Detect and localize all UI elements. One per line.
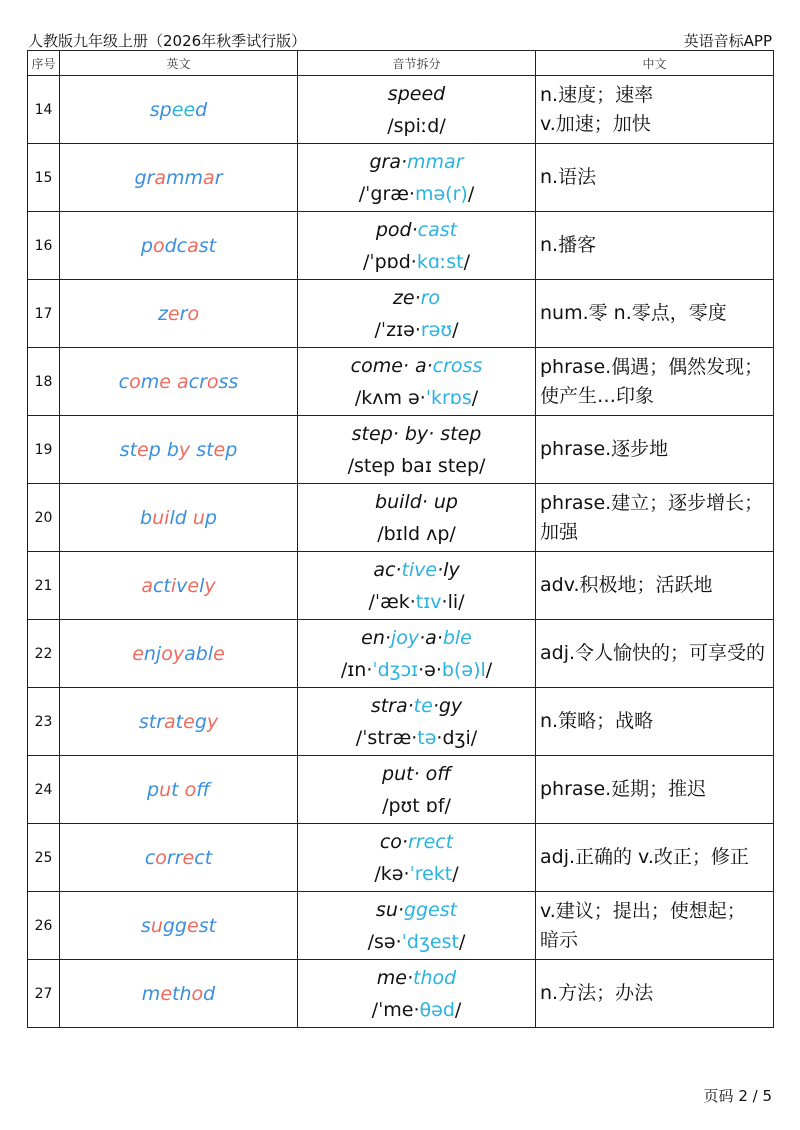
phonetic-segment: /ˈme· — [371, 998, 420, 1021]
chinese-meaning — [536, 348, 774, 416]
phonetic-segment: /ɪn· — [340, 658, 373, 681]
word-segment: y — [206, 710, 219, 733]
word-segment: c — [118, 370, 130, 393]
table-row — [28, 756, 774, 824]
header-number: 序号 — [28, 51, 60, 76]
syllable-split — [298, 554, 535, 586]
syllable-split — [298, 486, 535, 518]
table-row — [28, 824, 774, 892]
meaning-line: phrase.偶遇；偶然发现； — [540, 355, 764, 378]
english-word — [60, 280, 298, 348]
phonetic-segment: ˈrekt — [409, 862, 453, 885]
word-segment: u — [159, 778, 172, 801]
word-segment: a — [203, 166, 215, 189]
syllable-segment: joy — [390, 626, 420, 649]
word-segment: e — [159, 370, 171, 393]
meaning-line: phrase.逐步地 — [540, 438, 669, 460]
word-segment: ct — [152, 574, 171, 597]
meaning-line: n.播客 — [540, 234, 597, 256]
phonetic-transcription — [298, 858, 535, 890]
syllable-segment: tive — [401, 558, 438, 581]
word-segment: r — [214, 166, 223, 189]
phonetic-segment: / — [452, 862, 459, 885]
syllable-split — [298, 894, 535, 926]
syllable-segment: su· — [375, 898, 404, 921]
table-row — [28, 144, 774, 212]
word-segment: y — [178, 438, 191, 461]
word-segment: gr — [134, 166, 155, 189]
table-header-row — [28, 51, 774, 76]
syllable-segment: en· — [361, 626, 391, 649]
meaning-line: n.方法；办法 — [540, 982, 654, 1004]
word-segment: o — [206, 370, 219, 393]
word-segment: m — [140, 370, 160, 393]
table-row — [28, 620, 774, 688]
syllable-segment: ·a· — [419, 626, 443, 649]
word-segment: bl — [195, 642, 214, 665]
word-segment: t — [171, 778, 185, 801]
phonetic-transcription — [298, 518, 535, 550]
row-number: 20 — [28, 484, 60, 552]
table-row — [28, 552, 774, 620]
word-segment: sp — [149, 98, 172, 121]
syllable-segment: ro — [420, 286, 441, 309]
word-segment: a — [176, 370, 189, 393]
table-row — [28, 892, 774, 960]
phonetic-segment: b(ə)l — [441, 658, 486, 681]
row-number: 18 — [28, 348, 60, 416]
word-segment: cr — [188, 370, 207, 393]
meaning-line: adv.积极地；活跃地 — [540, 574, 713, 596]
syllable-split — [298, 146, 535, 178]
english-word — [60, 552, 298, 620]
syllable-cell — [298, 756, 536, 824]
chinese-meaning — [536, 892, 774, 960]
word-segment: st — [190, 438, 214, 461]
phonetic-transcription — [298, 450, 535, 482]
phonetic-segment: /ˈæk· — [368, 590, 416, 613]
syllable-cell — [298, 960, 536, 1028]
word-segment: th — [172, 982, 192, 1005]
english-word — [60, 484, 298, 552]
phonetic-segment: tɪv — [415, 590, 442, 613]
app-name: 英语音标APP — [683, 32, 772, 50]
english-word — [60, 416, 298, 484]
phonetic-segment: ˈdʒɔɪ — [372, 658, 419, 681]
syllable-cell — [298, 620, 536, 688]
word-segment: ld — [169, 506, 193, 529]
syllable-cell — [298, 824, 536, 892]
word-segment: o — [129, 370, 141, 393]
table-row — [28, 960, 774, 1028]
word-segment: e — [187, 574, 200, 597]
word-segment: b — [140, 506, 153, 529]
english-word — [60, 212, 298, 280]
phonetic-segment: kɑːst — [416, 250, 464, 273]
table-row — [28, 280, 774, 348]
syllable-cell — [298, 892, 536, 960]
phonetic-segment: ·li/ — [441, 590, 465, 613]
table-row — [28, 348, 774, 416]
syllable-cell — [298, 688, 536, 756]
chinese-meaning — [536, 620, 774, 688]
header-syllables: 音节拆分 — [298, 51, 536, 76]
syllable-segment: thod — [413, 966, 457, 989]
syllable-split — [298, 758, 535, 790]
word-segment: o — [155, 846, 167, 869]
row-number: 21 — [28, 552, 60, 620]
word-segment: u — [192, 506, 205, 529]
word-segment: p — [225, 438, 238, 461]
syllable-split — [298, 418, 535, 450]
syllable-cell — [298, 552, 536, 620]
english-word — [60, 348, 298, 416]
word-segment: e — [182, 846, 195, 869]
word-segment: o — [187, 302, 200, 325]
phonetic-segment: /kʌm ə· — [354, 386, 426, 409]
row-number: 14 — [28, 76, 60, 144]
phonetic-segment: ˈdʒest — [401, 930, 459, 953]
english-word — [60, 756, 298, 824]
row-number: 19 — [28, 416, 60, 484]
meaning-line: adj.令人愉快的；可享受的 — [540, 642, 766, 664]
english-word — [60, 76, 298, 144]
syllable-segment: build· up — [375, 490, 458, 513]
row-number: 17 — [28, 280, 60, 348]
syllable-segment: ac· — [373, 558, 402, 581]
chinese-meaning — [536, 212, 774, 280]
phonetic-segment: ·dʒi/ — [436, 726, 478, 749]
table-row — [28, 416, 774, 484]
word-segment: p — [204, 506, 217, 529]
header-chinese: 中文 — [536, 51, 774, 76]
phonetic-segment: / — [467, 182, 475, 205]
word-segment: a — [141, 574, 153, 597]
meaning-line: 加强 — [540, 520, 579, 543]
phonetic-segment: /ˈzɪə· — [374, 318, 421, 341]
row-number: 24 — [28, 756, 60, 824]
phonetic-segment: /ˈgræ· — [358, 182, 415, 205]
word-segment: e — [167, 302, 180, 325]
syllable-segment: ze· — [392, 286, 421, 309]
syllable-segment: pod· — [375, 218, 418, 241]
word-segment: st — [198, 914, 217, 937]
english-word — [60, 144, 298, 212]
word-segment: ss — [218, 370, 239, 393]
word-segment: p b — [148, 438, 179, 461]
row-number: 15 — [28, 144, 60, 212]
word-segment: e — [137, 438, 149, 461]
word-segment: a — [184, 642, 196, 665]
row-number: 26 — [28, 892, 60, 960]
meaning-line: num.零 n.零点，零度 — [540, 302, 727, 324]
word-segment: s — [140, 914, 151, 937]
word-segment: ff — [196, 778, 210, 801]
chinese-meaning — [536, 280, 774, 348]
word-segment: mm — [166, 166, 204, 189]
meaning-line: 暗示 — [540, 928, 579, 951]
syllable-split — [298, 214, 535, 246]
phonetic-segment: / — [485, 658, 493, 681]
meaning-line: 使产生…印象 — [540, 384, 655, 407]
syllable-segment: ble — [442, 626, 472, 649]
word-segment: ct — [194, 846, 213, 869]
chinese-meaning — [536, 484, 774, 552]
word-segment: o — [191, 982, 204, 1005]
row-number: 27 — [28, 960, 60, 1028]
word-segment: ui — [152, 506, 170, 529]
word-segment: e — [213, 438, 226, 461]
meaning-line: v.建议；提出；使想起； — [540, 899, 746, 922]
page-number: 页码 2 / 5 — [703, 1087, 772, 1105]
phonetic-segment: / — [452, 318, 459, 341]
syllable-segment: ·ly — [437, 558, 460, 581]
syllable-split — [298, 282, 535, 314]
header-english: 英文 — [60, 51, 298, 76]
phonetic-segment: / — [463, 250, 471, 273]
syllable-segment: gra· — [369, 150, 408, 173]
word-segment: e — [160, 982, 173, 1005]
syllable-cell — [298, 416, 536, 484]
syllable-segment: come· a· — [350, 354, 433, 377]
english-word — [60, 824, 298, 892]
word-segment: y — [204, 574, 216, 597]
phonetic-segment: ˈkrɒs — [425, 386, 472, 409]
syllable-segment: co· — [379, 830, 408, 853]
word-segment: a — [154, 166, 167, 189]
phonetic-transcription — [298, 178, 535, 210]
meaning-line: phrase.延期；推迟 — [540, 778, 707, 800]
syllable-segment: put· off — [382, 762, 451, 785]
phonetic-segment: /bɪld ʌp/ — [377, 522, 456, 545]
word-segment: u — [150, 914, 163, 937]
word-segment: v — [176, 574, 188, 597]
meaning-line: n.速度；速率 — [540, 83, 654, 106]
phonetic-transcription — [298, 654, 535, 686]
syllable-segment: ·gy — [432, 694, 463, 717]
word-segment: c — [144, 846, 156, 869]
syllable-segment: cross — [432, 354, 483, 377]
syllable-segment: mmar — [407, 150, 464, 173]
word-segment: i — [170, 574, 177, 597]
phonetic-transcription — [298, 110, 535, 142]
table-row — [28, 212, 774, 280]
phonetic-transcription — [298, 722, 535, 754]
phonetic-transcription — [298, 926, 535, 958]
phonetic-segment: /pʊt ɒf/ — [382, 794, 451, 817]
chinese-meaning — [536, 76, 774, 144]
row-number: 23 — [28, 688, 60, 756]
english-word — [60, 688, 298, 756]
phonetic-segment: /sə· — [367, 930, 402, 953]
word-segment: e — [183, 710, 195, 733]
chinese-meaning — [536, 552, 774, 620]
phonetic-segment: / — [458, 930, 466, 953]
word-segment: o — [152, 234, 165, 257]
phonetic-segment: /ˈstræ· — [355, 726, 418, 749]
word-segment: e — [132, 642, 144, 665]
row-number: 25 — [28, 824, 60, 892]
phonetic-segment: ·ə· — [418, 658, 442, 681]
word-segment: e — [187, 914, 199, 937]
syllable-cell — [298, 76, 536, 144]
word-segment: ee — [171, 98, 196, 121]
chinese-meaning — [536, 756, 774, 824]
word-segment: p — [147, 778, 160, 801]
word-segment: z — [157, 302, 168, 325]
phonetic-transcription — [298, 586, 535, 618]
word-segment: r — [179, 302, 188, 325]
word-segment: a — [187, 234, 199, 257]
syllable-segment: ggest — [403, 898, 458, 921]
english-word — [60, 960, 298, 1028]
syllable-cell — [298, 144, 536, 212]
word-segment: rr — [166, 846, 183, 869]
meaning-line: phrase.建立；逐步增长； — [540, 491, 764, 514]
phonetic-transcription — [298, 246, 535, 278]
phonetic-transcription — [298, 790, 535, 822]
phonetic-segment: /step baɪ step/ — [347, 454, 486, 477]
meaning-line: adj.正确的 v.改正；修正 — [540, 846, 749, 868]
syllable-segment: step· by· step — [351, 422, 482, 445]
phonetic-segment: rəʊ — [420, 318, 453, 341]
word-segment: p — [140, 234, 153, 257]
word-segment: oy — [161, 642, 185, 665]
chinese-meaning — [536, 688, 774, 756]
document-title: 人教版九年级上册（2026年秋季试行版） — [28, 32, 307, 50]
word-segment: dc — [164, 234, 188, 257]
syllable-split — [298, 690, 535, 722]
syllable-cell — [298, 212, 536, 280]
phonetic-segment: θəd — [419, 998, 455, 1021]
word-segment: m — [141, 982, 161, 1005]
word-segment: gg — [162, 914, 187, 937]
word-segment: e — [213, 642, 225, 665]
word-segment: t — [175, 710, 184, 733]
chinese-meaning — [536, 144, 774, 212]
word-segment: st — [198, 234, 217, 257]
word-segment: d — [195, 98, 208, 121]
syllable-cell — [298, 484, 536, 552]
phonetic-transcription — [298, 994, 535, 1026]
syllable-split — [298, 826, 535, 858]
syllable-segment: rrect — [407, 830, 454, 853]
phonetic-segment: /kə· — [374, 862, 410, 885]
english-word — [60, 620, 298, 688]
syllable-segment: cast — [417, 218, 458, 241]
word-segment: g — [194, 710, 207, 733]
row-number: 22 — [28, 620, 60, 688]
chinese-meaning — [536, 824, 774, 892]
syllable-cell — [298, 280, 536, 348]
table-row — [28, 76, 774, 144]
english-word — [60, 892, 298, 960]
table-row — [28, 688, 774, 756]
phonetic-transcription — [298, 314, 535, 346]
meaning-line: n.语法 — [540, 166, 597, 188]
word-segment: l — [199, 574, 205, 597]
syllable-split — [298, 350, 535, 382]
word-segment: st — [119, 438, 138, 461]
word-segment: str — [138, 710, 165, 733]
syllable-split — [298, 78, 535, 110]
phonetic-transcription — [298, 382, 535, 414]
row-number: 16 — [28, 212, 60, 280]
chinese-meaning — [536, 416, 774, 484]
meaning-line: n.策略；战略 — [540, 710, 654, 732]
vocabulary-table — [27, 50, 774, 1028]
table-row — [28, 484, 774, 552]
meaning-line: v.加速；加快 — [540, 112, 651, 135]
phonetic-segment: /ˈpɒd· — [362, 250, 417, 273]
phonetic-segment: / — [454, 998, 462, 1021]
syllable-split — [298, 962, 535, 994]
phonetic-segment: /spiːd/ — [387, 114, 446, 137]
syllable-segment: me· — [376, 966, 414, 989]
syllable-cell — [298, 348, 536, 416]
syllable-segment: te — [413, 694, 433, 717]
word-segment: d — [203, 982, 216, 1005]
word-segment: nj — [143, 642, 162, 665]
word-segment: o — [184, 778, 197, 801]
syllable-segment: stra· — [370, 694, 414, 717]
syllable-segment: speed — [387, 82, 446, 105]
word-segment: a — [164, 710, 176, 733]
phonetic-segment: mə(r) — [414, 182, 468, 205]
chinese-meaning — [536, 960, 774, 1028]
syllable-split — [298, 622, 535, 654]
phonetic-segment: tə — [417, 726, 437, 749]
phonetic-segment: / — [471, 386, 479, 409]
